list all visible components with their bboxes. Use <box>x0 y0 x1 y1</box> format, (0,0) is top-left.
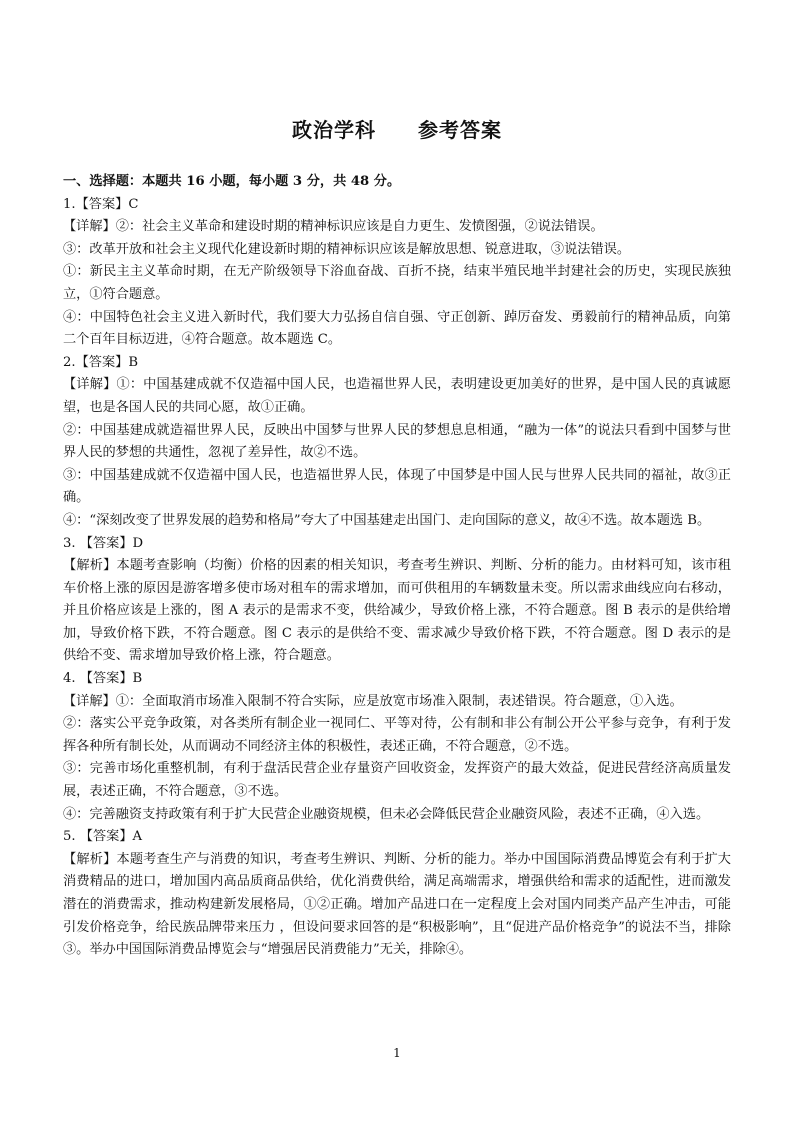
section-heading: 一、选择题：本题共 16 小题，每小题 3 分，共 48 分。 <box>63 174 401 189</box>
paragraph: ①：新民主主义革命时期，在无产阶级领导下浴血奋战、百折不挠，结束半殖民地半封建社会的历史，实现民族独立，①符合题意。 <box>63 264 731 302</box>
paragraph: 【解析】本题考查影响（均衡）价格的因素的相关知识，考查考生辨识、判断、分析的能力。由材料可知，该市租车价格上涨的原因是游客增多使市场对租车的需求增加，而可供租用的车辆数量未变。所以需求曲线应向右移动，并且价格应该是上涨的，图 A 表示的是需求不变，供给减少，导致价格上涨，不符合题意。图 B 表示的是供给增加，导致价格下跌，不符合题意。图 C 表示的是供给不变、需求减少导致价格下跌，不符合题意。图 D 表示的是供给不变、需求增加导致价格上涨，符合题意。 <box>63 558 731 664</box>
paragraph: ③：完善市场化重整机制，有利于盘活民营企业存量资产回收资金，发挥资产的最大效益，促进民营经济高质量发展，表述正确，不符合题意，③不选。 <box>63 761 731 800</box>
answer-number-2: 2.【答案】B <box>63 354 139 370</box>
paragraph: ④：中国特色社会主义进入新时代，我们要大力弘扬自信自强、守正创新、踔厉奋发、勇毅前行的精神品质，向第二个百年目标迈进，④符合题意。故本题选 C。 <box>63 309 731 348</box>
answer-number-5: 5. 【答案】A <box>63 829 143 845</box>
paragraph: 【详解】②：社会主义革命和建设时期的精神标识应该是自力更生、发愤图强，②说法错误。 <box>63 219 604 235</box>
paragraph: ②：中国基建成就造福世界人民，反映出中国梦与世界人民的梦想息息相通，“融为一体”的说法只看到中国梦与世界人民的梦想的共通性，忽视了差异性，故②不选。 <box>63 422 731 461</box>
paragraph: ③：中国基建成就不仅造福中国人民，也造福世界人民，体现了中国梦是中国人民与世界人民共同的福祉，故③正确。 <box>63 467 731 506</box>
paragraph: 【详解】①：中国基建成就不仅造福中国人民，也造福世界人民，表明建设更加美好的世界，是中国人民的真诚愿望，也是各国人民的共同心愿，故①正确。 <box>63 377 731 415</box>
paragraph: ②：落实公平竞争政策，对各类所有制企业一视同仁、平等对待，公有制和非公有制公开公平参与竞争，有利于发挥各种所有制长处，从而调动不同经济主体的积极性，表述正确，不符合题意，②不选。 <box>63 716 731 754</box>
page-number: 1 <box>393 1046 401 1060</box>
paragraph: ④：完善融资支持政策有利于扩大民营企业融资规模，但未必会降低民营企业融资风险，表述不正确，④入选。 <box>63 806 710 822</box>
paragraph: ③：改革开放和社会主义现代化建设新时期的精神标识应该是解放思想、锐意进取，③说法错误。 <box>63 241 631 257</box>
answer-number-1: 1.【答案】C <box>63 196 139 212</box>
answer-content <box>63 171 731 962</box>
paragraph: ④：“深刻改变了世界发展的趋势和格局”夸大了中国基建走出国门、走向国际的意义，故④不选。故本题选 B。 <box>63 512 711 528</box>
page-title: 政治学科 参考答案 <box>292 118 502 142</box>
paragraph: 【解析】本题考查生产与消费的知识，考查考生辨识、判断、分析的能力。举办中国国际消费品博览会有利于扩大消费精品的进口，增加国内高品质商品供给，优化消费供给，满足高端需求，增强供给和需求的适配性，进而激发潜在的消费需求，推动构建新发展格局，①②正确。增加产品进口在一定程度上会对国内同类产品产生冲击，可能引发价格竞争，给民族品牌带来压力 ，但设问要求回答的是“积极影响”，且“促进产品价格竞争”的说法不当，排除③。举办中国国际消费品博览会与“增强居民消费能力”无关，排除④。 <box>63 851 731 958</box>
answer-number-3: 3. 【答案】D <box>63 535 144 551</box>
paragraph: 【详解】①：全面取消市场准入限制不符合实际，应是放宽市场准入限制，表述错误。符合题意，①入选。 <box>63 693 683 709</box>
answer-number-4: 4. 【答案】B <box>63 671 143 687</box>
